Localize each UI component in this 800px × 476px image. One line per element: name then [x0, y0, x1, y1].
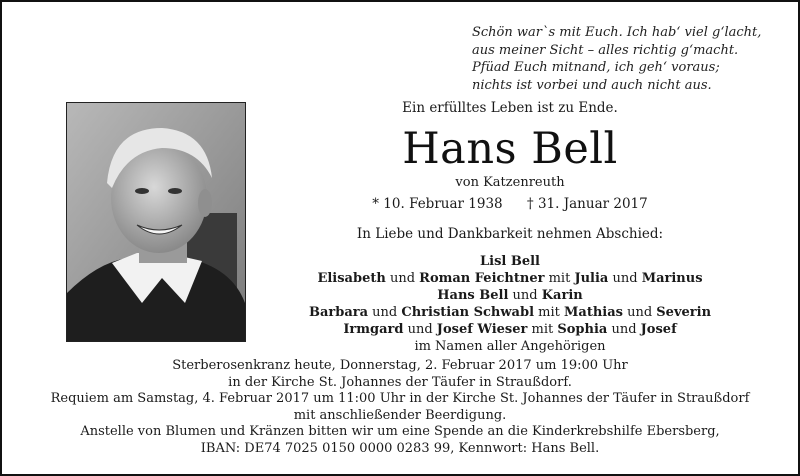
mourner-line [260, 304, 760, 321]
connector-text: mit [527, 322, 558, 337]
connector-text: und [607, 322, 641, 337]
service-line: IBAN: DE74 7025 0150 0000 0283 99, Kennwort: Hans Bell. [200, 440, 600, 456]
service-line: Anstelle von Blumen und Kränzen bitten wir um eine Spende an die Kinderkrebshilfe Ebersberg, [80, 424, 720, 439]
poem [472, 24, 761, 94]
farewell-text: In Liebe und Dankbarkeit nehmen Abschied: [356, 226, 664, 242]
connector-text: und [368, 305, 402, 320]
mourner-line: im Namen aller Angehörigen [414, 339, 606, 354]
deceased-name: Hans Bell [402, 124, 618, 174]
mourner-name: Josef [640, 322, 677, 337]
mourner-name: Elisabeth [317, 271, 386, 286]
poem-line: Pfüad Euch mitnand, ich geh‘ voraus; [472, 60, 720, 75]
connector-text: und [508, 288, 542, 303]
mourner-name: Sophia [557, 322, 608, 337]
service-line: Sterberosenkranz heute, Donnerstag, 2. Februar 2017 um 19:00 Uhr [172, 358, 628, 373]
connector-text: und [622, 305, 657, 320]
mourner-name: Karin [541, 288, 583, 303]
mourner-name: Hans Bell [437, 288, 509, 303]
birth-date: * 10. Februar 1938 [372, 196, 503, 212]
mourner-name: Roman Feichtner [419, 271, 545, 286]
connector-text: und [385, 271, 420, 286]
mourner-name: Lisl Bell [480, 254, 540, 269]
connector-text: mit [534, 305, 564, 320]
connector-text: und [608, 271, 642, 286]
mourner-name: Severin [656, 305, 712, 320]
mourner-name: Christian Schwabl [401, 305, 535, 320]
death-date: † 31. Januar 2017 [526, 196, 648, 212]
mourner-name: Barbara [308, 305, 369, 320]
mourner-name: Julia [574, 271, 609, 286]
life-dates [260, 196, 760, 212]
mourner-name: Irmgard [343, 322, 404, 337]
mourner-name: Mathias [564, 305, 623, 320]
mourner-line [260, 321, 760, 338]
service-line: Requiem am Samstag, 4. Februar 2017 um 11:00 Uhr in der Kirche St. Johannes der Täufer in Straußdorf [50, 391, 750, 406]
service-details [30, 358, 770, 457]
mourner-line [260, 270, 760, 287]
poem-line: Schön war`s mit Euch. Ich hab‘ viel g‘lacht, [472, 25, 762, 40]
mourners-list [260, 253, 760, 355]
connector-text: und [403, 322, 437, 337]
intro-text: Ein erfülltes Leben ist zu Ende. [402, 100, 618, 116]
portrait-photo [66, 102, 246, 342]
mourner-line [260, 253, 760, 270]
connector-text: mit [544, 271, 575, 286]
origin-text: von Katzenreuth [455, 175, 565, 190]
mourner-name: Josef Wieser [436, 322, 528, 337]
mourner-line [260, 287, 760, 304]
mourner-name: Marinus [641, 271, 703, 286]
service-line: mit anschließender Beerdigung. [293, 407, 507, 423]
poem-line: aus meiner Sicht – alles richtig g‘macht. [472, 42, 739, 58]
poem-line: nichts ist vorbei und auch nicht aus. [472, 77, 712, 93]
service-line: in der Kirche St. Johannes der Täufer in Straußdorf. [228, 374, 572, 390]
